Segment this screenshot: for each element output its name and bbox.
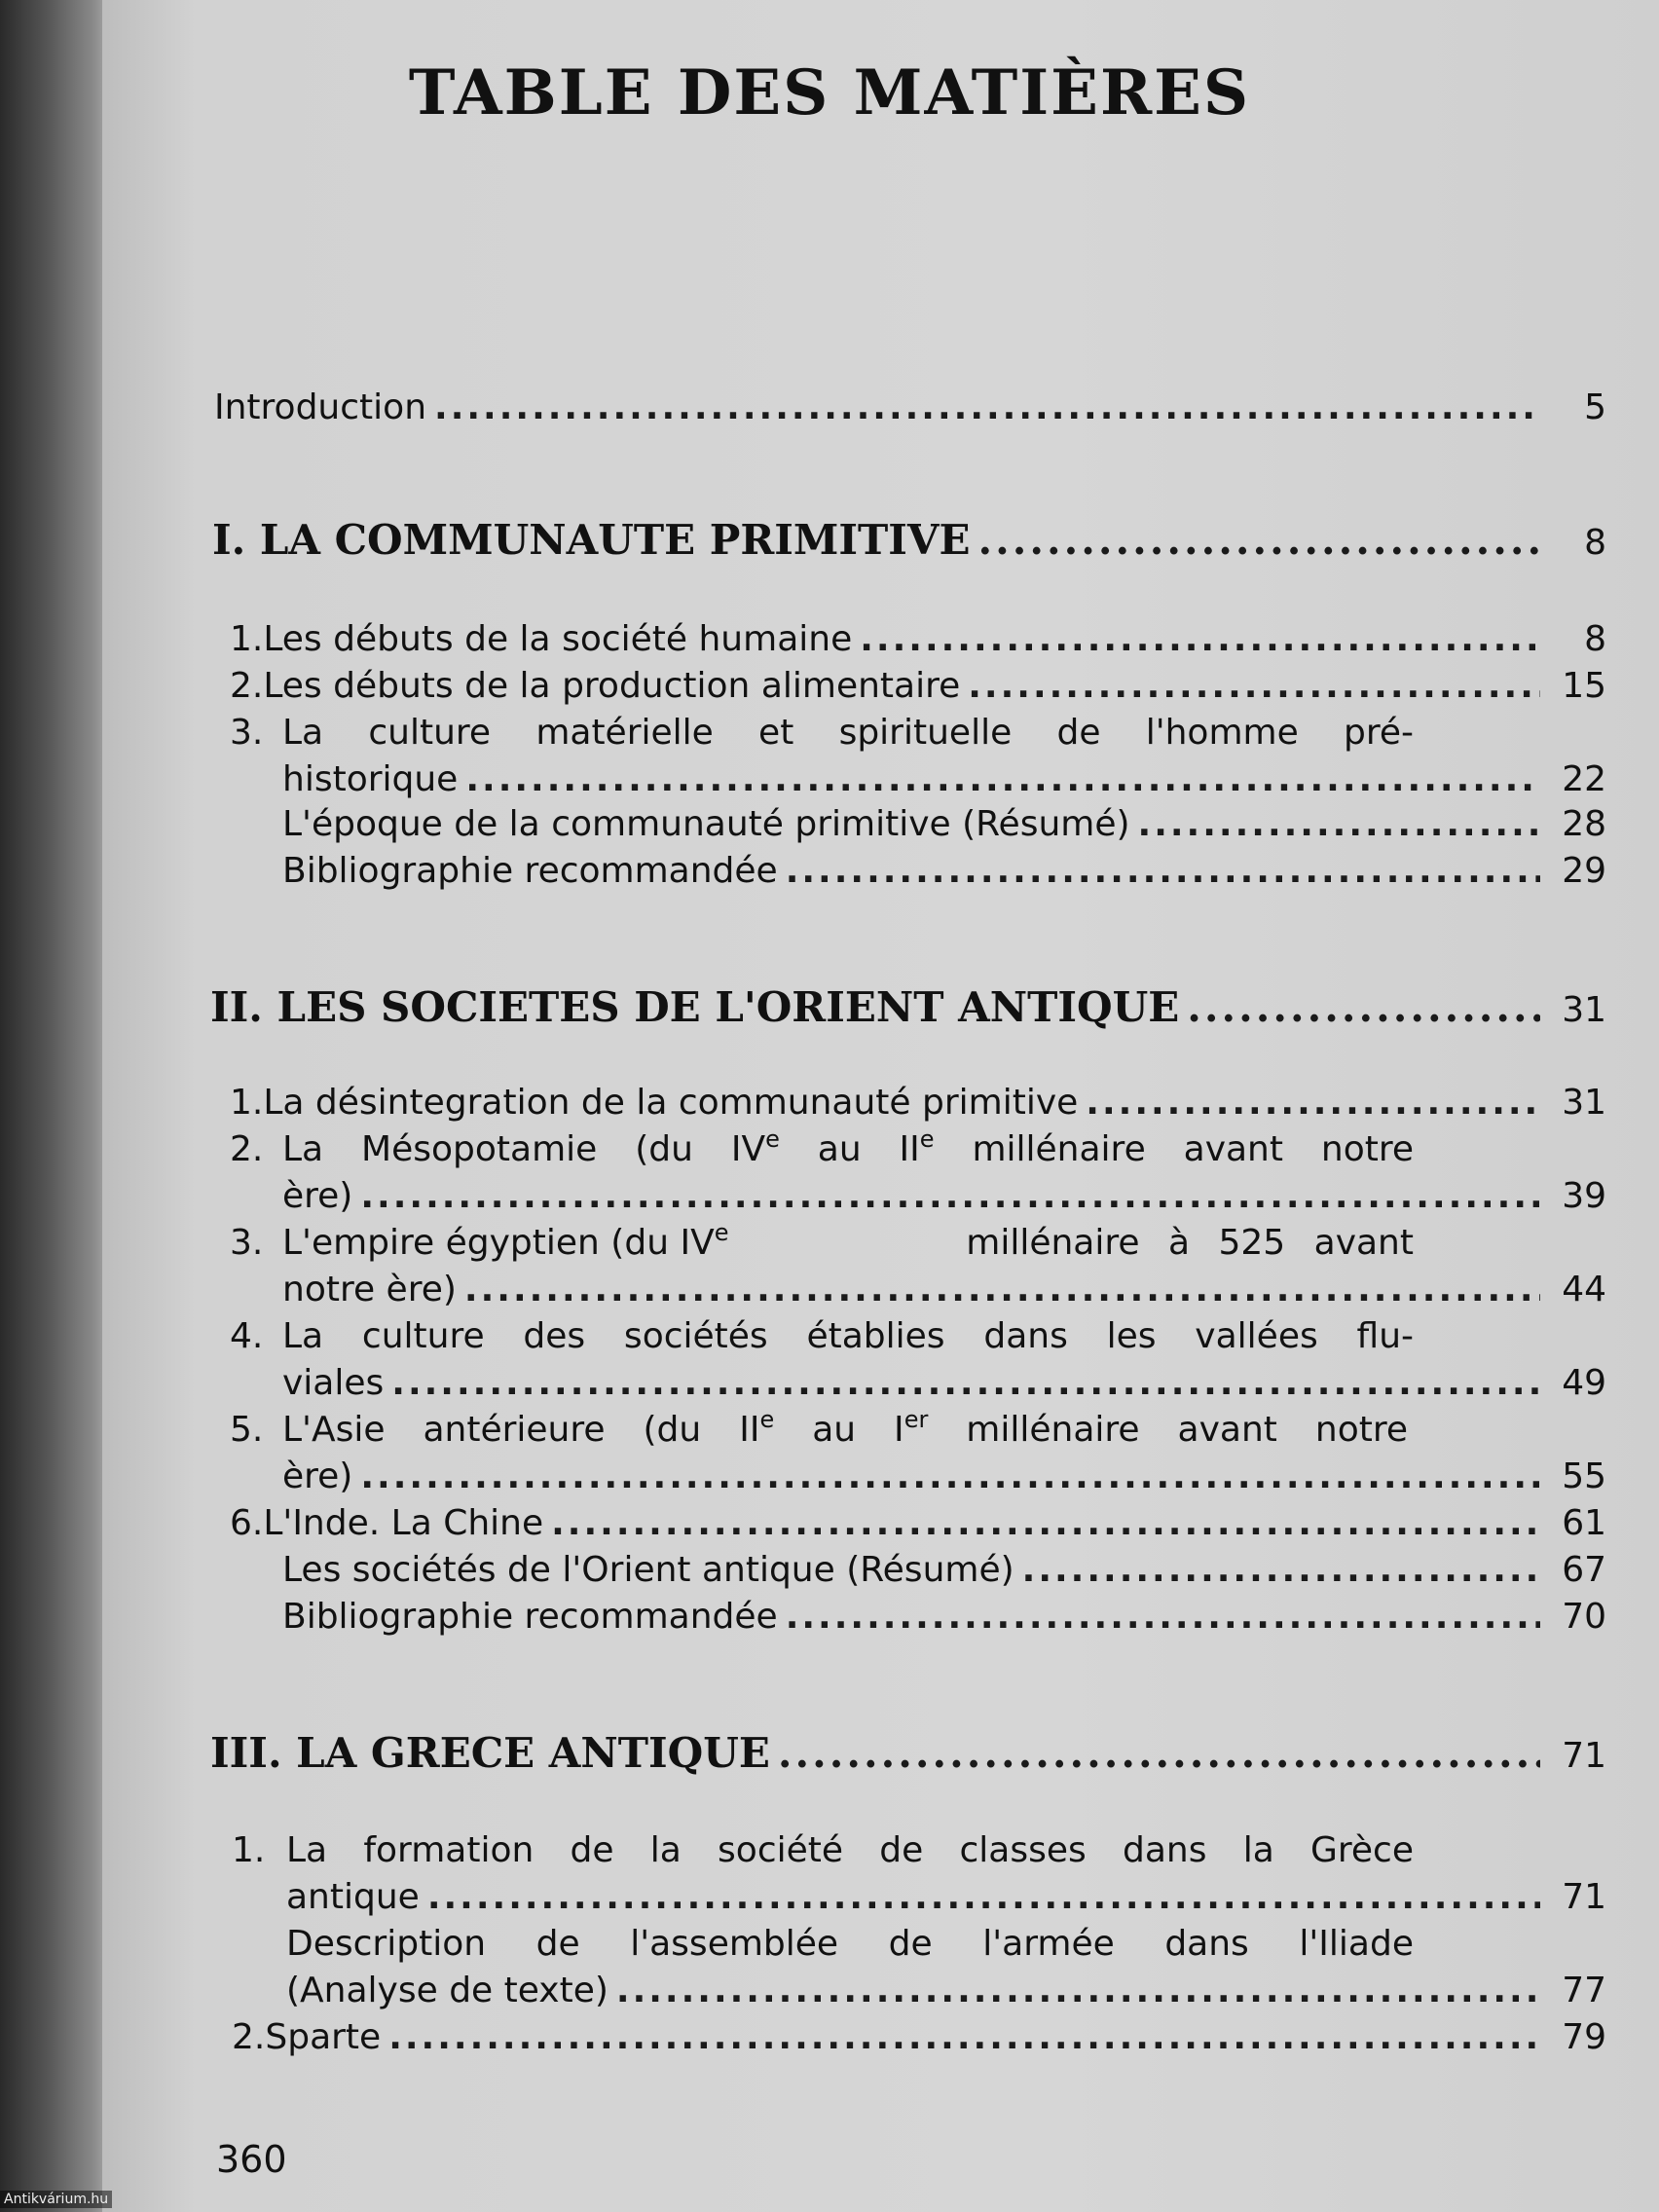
toc-chapter-2 bbox=[210, 983, 1606, 1031]
entry-text: La Mésopotamie (du IV bbox=[282, 1129, 766, 1169]
toc-entry bbox=[286, 1924, 1414, 1964]
book-spine bbox=[0, 0, 117, 2212]
entry-text bbox=[282, 1219, 729, 1263]
entry-title-line1: La formation de la société de classes dans la Grèce bbox=[286, 1830, 1414, 1870]
toc-entry bbox=[230, 1406, 1409, 1450]
entry-title-line2: historique bbox=[282, 759, 459, 799]
toc-page: 71 bbox=[1562, 1877, 1606, 1917]
toc-entry-cont bbox=[282, 1363, 1606, 1403]
entry-title-line2: notre ère) bbox=[282, 1270, 457, 1309]
toc-leader bbox=[551, 1503, 1540, 1543]
entry-title: Les débuts de la production alimentaire bbox=[263, 666, 961, 706]
toc-entry-cont bbox=[282, 759, 1606, 799]
chapter-title: III. LA GRECE ANTIQUE bbox=[210, 1729, 770, 1777]
entry-title-line1 bbox=[282, 1219, 1414, 1263]
entry-title: Bibliographie recommandée bbox=[282, 851, 778, 891]
toc-entry bbox=[282, 804, 1606, 844]
superscript: e bbox=[919, 1125, 935, 1153]
toc-leader bbox=[860, 619, 1540, 659]
toc-page: 49 bbox=[1562, 1363, 1606, 1403]
toc-entry bbox=[230, 619, 1606, 659]
entry-number: 1. bbox=[230, 619, 264, 659]
toc-leader bbox=[786, 1597, 1540, 1637]
entry-number: 2. bbox=[230, 1129, 264, 1169]
entry-title-line2: (Analyse de texte) bbox=[286, 1971, 608, 2010]
toc-entry bbox=[230, 1316, 1414, 1356]
toc-entry bbox=[230, 713, 1414, 753]
entry-title-line2: viales bbox=[282, 1363, 385, 1403]
toc-leader bbox=[388, 2017, 1540, 2057]
entry-number: 4. bbox=[230, 1316, 264, 1356]
toc-leader bbox=[616, 1971, 1540, 2010]
entry-number: 6. bbox=[230, 1503, 264, 1543]
toc-page: 8 bbox=[1584, 523, 1606, 563]
entry-text: au II bbox=[779, 1129, 920, 1169]
entry-number: 1. bbox=[230, 1083, 264, 1123]
toc-entry-cont bbox=[282, 1270, 1606, 1309]
superscript: e bbox=[765, 1125, 780, 1153]
toc-entry-cont bbox=[286, 1971, 1606, 2010]
toc-page: 29 bbox=[1562, 851, 1606, 891]
entry-number: 3. bbox=[230, 1223, 264, 1263]
entry-title: L'époque de la communauté primitive (Résumé) bbox=[282, 804, 1130, 844]
entry-title-line1: La culture matérielle et spirituelle de l'homme pré- bbox=[282, 713, 1414, 753]
toc-page: 55 bbox=[1562, 1456, 1606, 1496]
toc-page: 79 bbox=[1562, 2017, 1606, 2057]
chapter-title: II. LES SOCIETES DE L'ORIENT ANTIQUE bbox=[210, 983, 1180, 1031]
entry-text: millénaire à 525 avant bbox=[966, 1223, 1414, 1263]
toc-page: 22 bbox=[1562, 759, 1606, 799]
toc-page: 39 bbox=[1562, 1176, 1606, 1216]
watermark: Antikvárium.hu bbox=[0, 2191, 112, 2208]
entry-title-line1: Description de l'assemblée de l'armée dans l'Iliade bbox=[286, 1924, 1414, 1964]
toc-entry-cont bbox=[282, 1176, 1606, 1216]
toc-leader bbox=[464, 1270, 1540, 1309]
entry-title-line2: ère) bbox=[282, 1456, 353, 1496]
toc-leader bbox=[434, 387, 1540, 427]
toc-leader bbox=[391, 1363, 1540, 1403]
toc-entry bbox=[230, 1083, 1606, 1123]
entry-text: millénaire avant notre bbox=[934, 1129, 1415, 1169]
entry-title: Sparte bbox=[265, 2017, 382, 2057]
toc-page: 61 bbox=[1562, 1503, 1606, 1543]
toc-page: 44 bbox=[1562, 1270, 1606, 1309]
entry-number: 3. bbox=[230, 713, 264, 753]
toc-leader bbox=[786, 851, 1540, 891]
toc-entry bbox=[232, 1830, 1414, 1870]
toc-leader bbox=[465, 759, 1540, 799]
entry-text: L'empire égyptien (du IV bbox=[282, 1223, 715, 1263]
toc-leader bbox=[427, 1877, 1540, 1917]
toc-page: 5 bbox=[1584, 387, 1606, 427]
toc-leader bbox=[1187, 983, 1540, 1031]
toc-page: 31 bbox=[1562, 990, 1606, 1030]
entry-title-line2: ère) bbox=[282, 1176, 353, 1216]
toc-leader bbox=[1086, 1083, 1540, 1123]
page-number: 360 bbox=[216, 2138, 287, 2181]
entry-text: L'Asie antérieure (du II bbox=[282, 1410, 760, 1450]
toc-entry-cont bbox=[286, 1877, 1606, 1917]
toc-introduction bbox=[214, 387, 1606, 427]
toc-page: 28 bbox=[1562, 804, 1606, 844]
entry-number: 2. bbox=[230, 666, 264, 706]
toc-entry bbox=[282, 1550, 1606, 1590]
toc-chapter-3 bbox=[210, 1729, 1606, 1777]
entry-number: 2. bbox=[232, 2017, 266, 2057]
entry-number: 5. bbox=[230, 1410, 264, 1450]
toc-chapter-1 bbox=[212, 516, 1606, 564]
toc-leader bbox=[978, 516, 1540, 564]
toc-label: Introduction bbox=[214, 387, 427, 427]
toc-entry bbox=[282, 1597, 1606, 1637]
entry-title-line1: La culture des sociétés établies dans les vallées flu- bbox=[282, 1316, 1414, 1356]
toc-entry bbox=[230, 1503, 1606, 1543]
toc-page: 8 bbox=[1584, 619, 1606, 659]
toc-leader bbox=[778, 1729, 1540, 1777]
toc-entry bbox=[230, 1125, 1415, 1169]
toc-leader bbox=[360, 1176, 1540, 1216]
entry-title: L'Inde. La Chine bbox=[263, 1503, 544, 1543]
entry-title: Les sociétés de l'Orient antique (Résumé) bbox=[282, 1550, 1014, 1590]
toc-leader bbox=[360, 1456, 1540, 1496]
toc-page: 71 bbox=[1562, 1736, 1606, 1776]
toc-entry bbox=[230, 666, 1606, 706]
toc-entry-cont bbox=[282, 1456, 1606, 1496]
entry-title-line2: antique bbox=[286, 1877, 420, 1917]
entry-title-line1 bbox=[282, 1406, 1409, 1450]
toc-page: 67 bbox=[1562, 1550, 1606, 1590]
entry-title-line1 bbox=[282, 1125, 1415, 1169]
entry-title: Les débuts de la société humaine bbox=[263, 619, 853, 659]
superscript: er bbox=[903, 1406, 929, 1433]
page-title: TABLE DES MATIÈRES bbox=[408, 56, 1251, 129]
entry-number: 1. bbox=[232, 1830, 266, 1870]
entry-text: au I bbox=[774, 1410, 904, 1450]
toc-page: 70 bbox=[1562, 1597, 1606, 1637]
toc-leader bbox=[968, 666, 1540, 706]
toc-leader bbox=[1138, 804, 1540, 844]
toc-leader bbox=[1022, 1550, 1540, 1590]
superscript: e bbox=[714, 1219, 729, 1246]
toc-entry bbox=[230, 1219, 1414, 1263]
toc-page: 31 bbox=[1562, 1083, 1606, 1123]
entry-title: La désintegration de la communauté primitive bbox=[263, 1083, 1079, 1123]
entry-title: Bibliographie recommandée bbox=[282, 1597, 778, 1637]
toc-page: 77 bbox=[1562, 1971, 1606, 2010]
entry-text: millénaire avant notre bbox=[928, 1410, 1409, 1450]
chapter-title: I. LA COMMUNAUTE PRIMITIVE bbox=[212, 516, 971, 564]
toc-page: 15 bbox=[1562, 666, 1606, 706]
toc-entry bbox=[232, 2017, 1606, 2057]
superscript: e bbox=[759, 1406, 775, 1433]
toc-entry bbox=[282, 851, 1606, 891]
